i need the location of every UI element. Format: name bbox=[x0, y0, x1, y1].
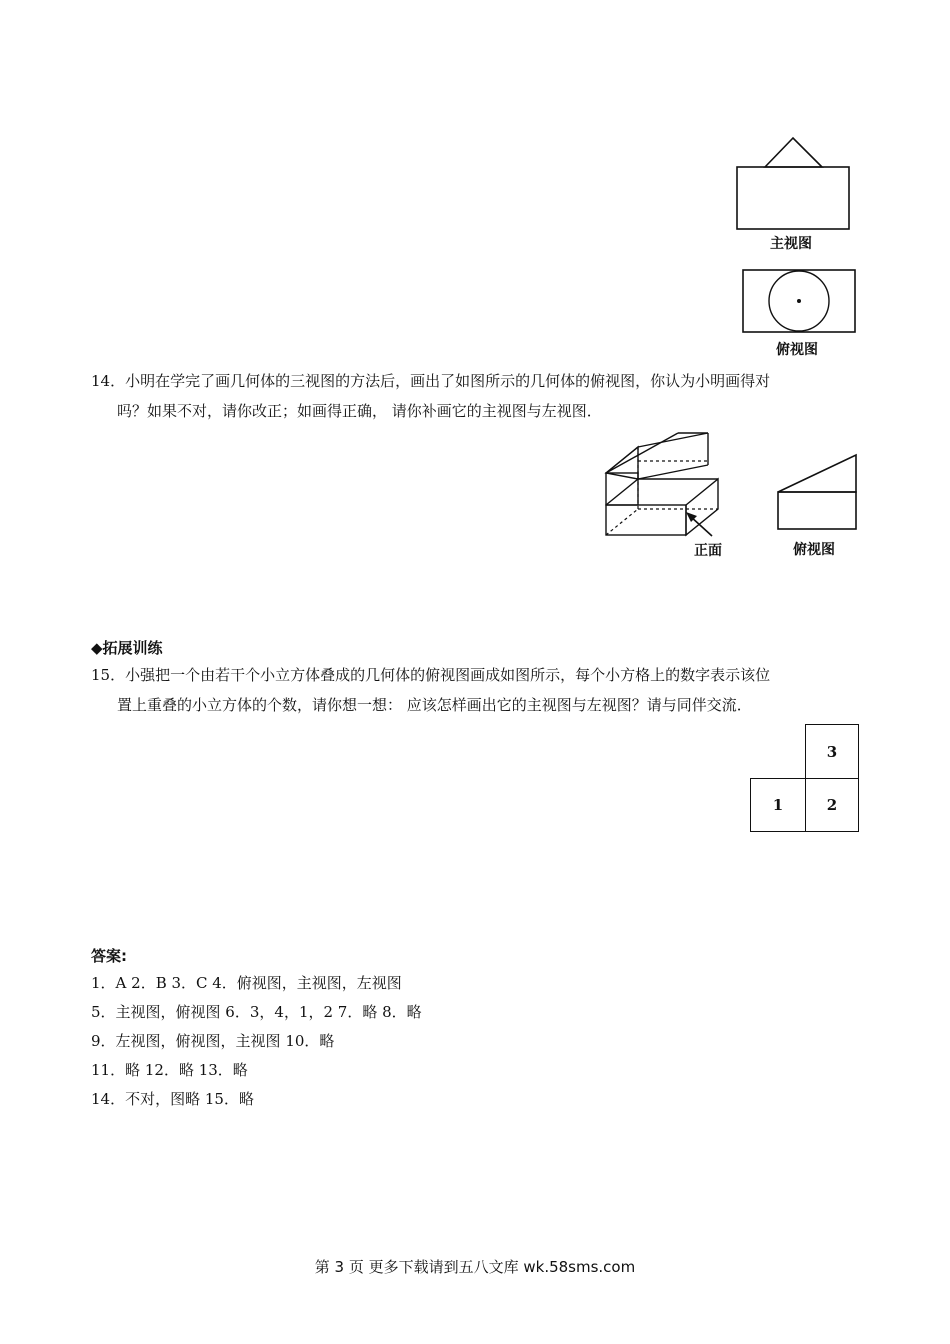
grid-cell-bottom-right: 2 bbox=[805, 778, 859, 832]
page-footer: 第 3 页 更多下载请到五八文库 wk.58sms.com bbox=[314, 1258, 636, 1276]
q13-front-view-label: 主视图 bbox=[770, 236, 812, 252]
question-14-line-2: 吗？如果不对，请你改正；如画得正确， 请你补画它的主视图与左视图． bbox=[117, 402, 602, 420]
grid-cell-top-right: 3 bbox=[805, 724, 859, 779]
answer-line-1: 1．A 2．B 3．C 4．俯视图，主视图，左视图 bbox=[91, 974, 402, 992]
answer-line-5: 14．不对，图略 15．略 bbox=[91, 1090, 254, 1108]
section-heading: ◆拓展训练 bbox=[91, 639, 163, 657]
answers-list bbox=[91, 969, 791, 1114]
q13-top-view-label: 俯视图 bbox=[776, 342, 818, 358]
q13-top-view-figure bbox=[738, 266, 860, 338]
answer-line-4: 11．略 12．略 13．略 bbox=[91, 1061, 248, 1079]
question-15 bbox=[91, 660, 881, 720]
q14-front-label: 正面 bbox=[694, 543, 722, 559]
question-15-line-2: 置上重叠的小立方体的个数，请你想一想： 应该怎样画出它的主视图与左视图？请与同伴交流． bbox=[117, 696, 752, 714]
q13-front-view-figure bbox=[730, 130, 860, 240]
q14-top-view-figure bbox=[772, 450, 862, 534]
q14-front-arrow bbox=[682, 510, 718, 540]
answer-line-3: 9．左视图，俯视图，主视图 10．略 bbox=[91, 1032, 335, 1050]
question-14-line-1: 14．小明在学完了画几何体的三视图的方法后，画出了如图所示的几何体的俯视图，你认为小明画得对 bbox=[91, 372, 771, 390]
answer-line-2: 5．主视图，俯视图 6．3，4，1，2 7．略 8．略 bbox=[91, 1003, 422, 1021]
q14-top-view-label: 俯视图 bbox=[793, 542, 835, 558]
grid-cell-bottom-left: 1 bbox=[750, 778, 806, 832]
answers-title: 答案: bbox=[91, 947, 127, 965]
question-14 bbox=[91, 366, 881, 426]
question-15-line-1: 15．小强把一个由若干个小立方体叠成的几何体的俯视图画成如图所示，每个小方格上的数字表示该位 bbox=[91, 666, 771, 684]
